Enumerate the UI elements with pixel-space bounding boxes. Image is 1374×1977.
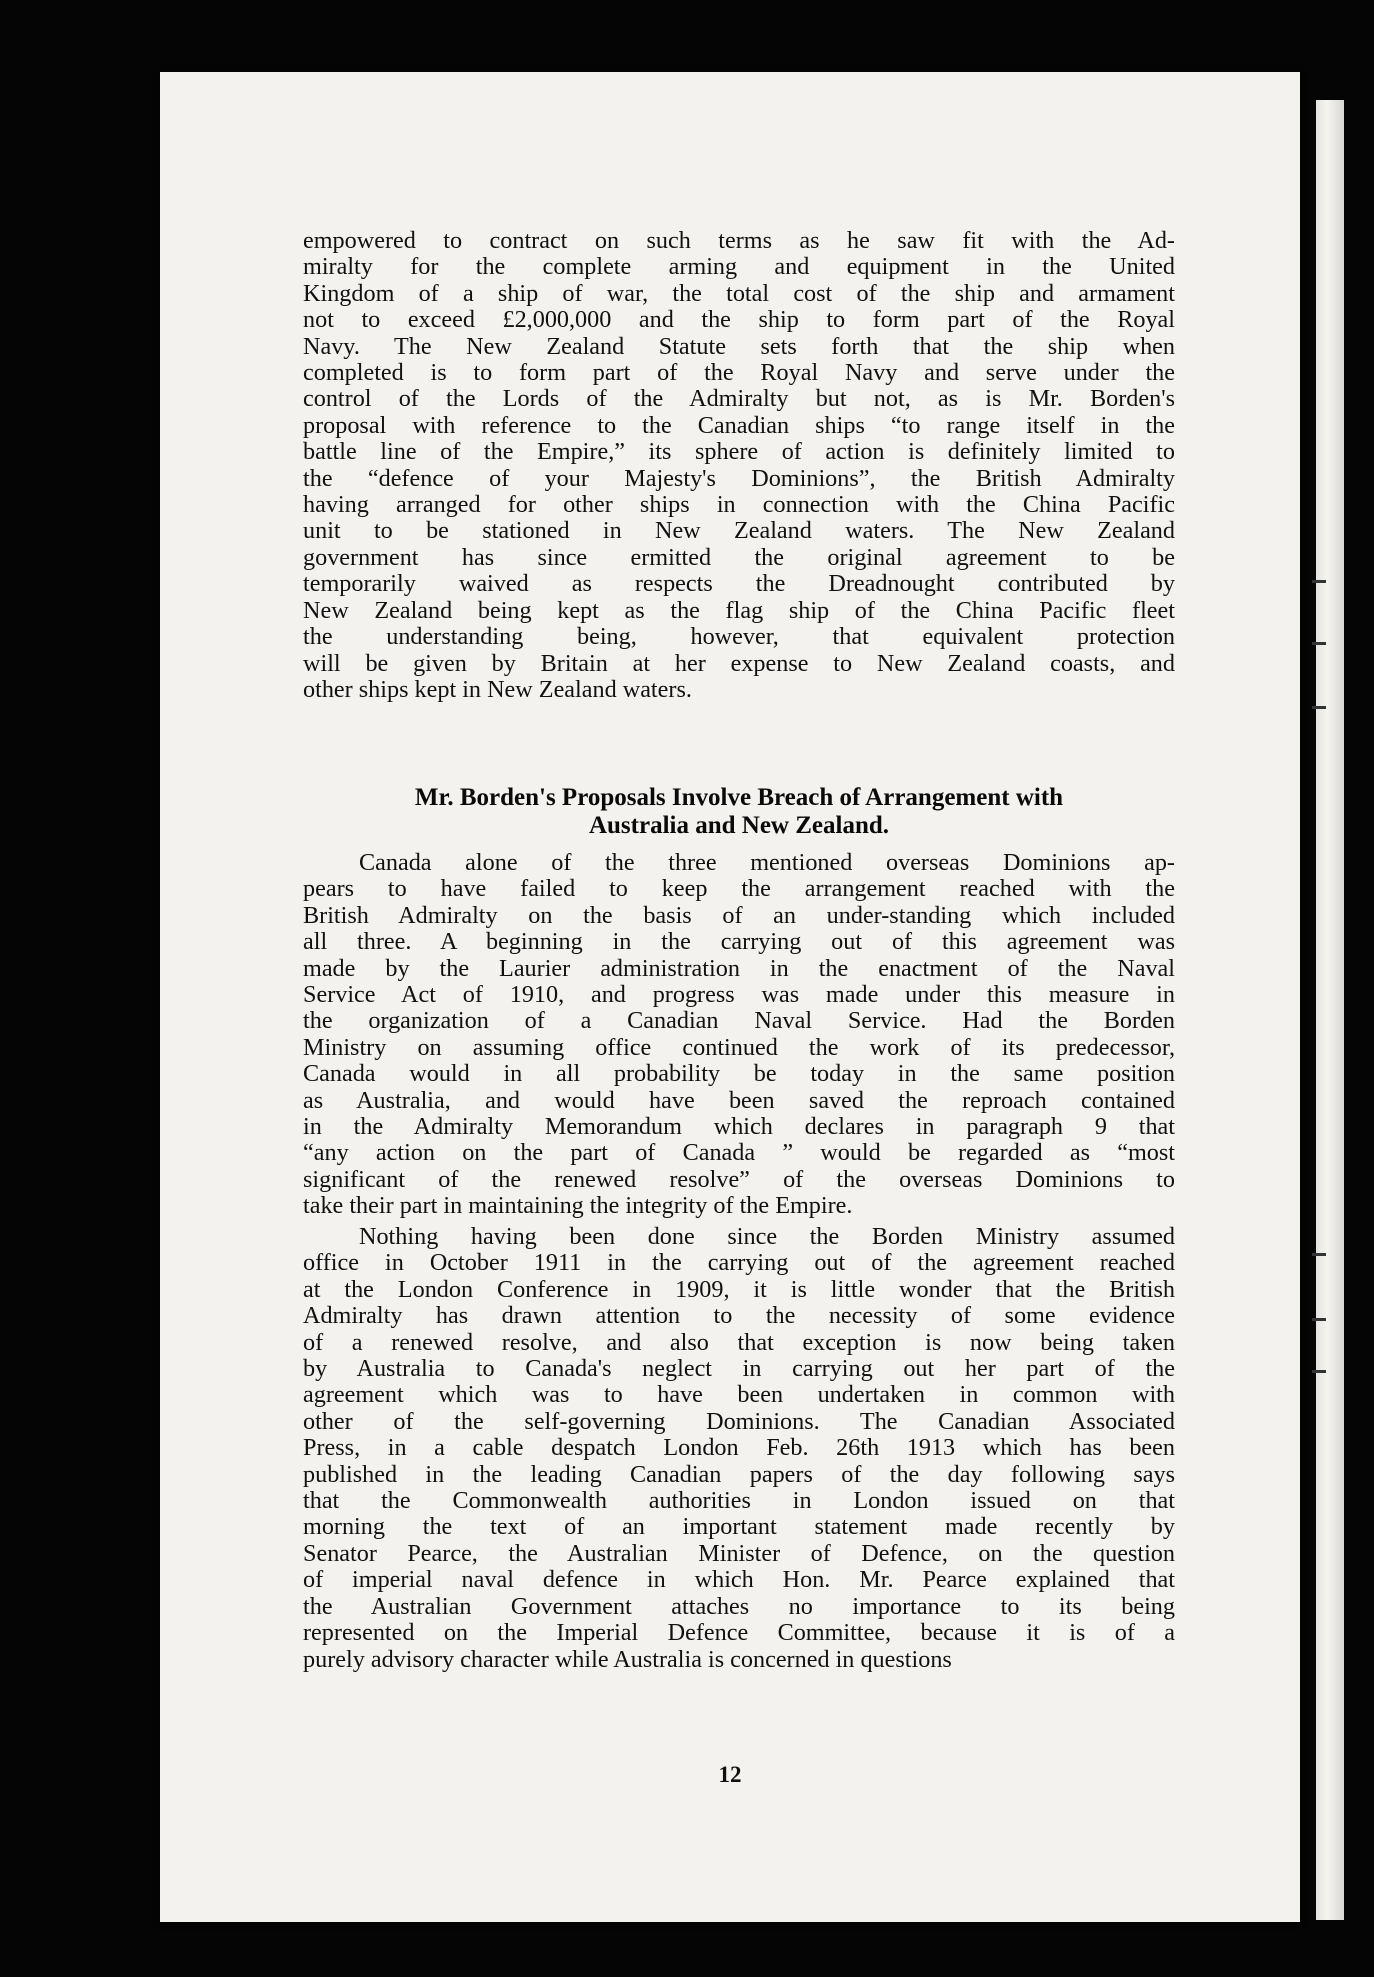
body-text-3: [303, 1224, 1175, 1673]
text-line: the Australian Government attaches no importance to its being: [303, 1592, 1175, 1620]
text-line: Navy. The New Zealand Statute sets forth that the ship when: [303, 332, 1175, 360]
text-line: Senator Pearce, the Australian Minister of Defence, on the question: [303, 1539, 1175, 1567]
text-line: battle line of the Empire,” its sphere of action is definitely limited to: [303, 438, 1175, 466]
section-heading: [303, 784, 1175, 840]
text-line: morning the text of an important statement made recently by: [303, 1513, 1175, 1541]
text-line: of a renewed resolve, and also that exception is now being taken: [303, 1328, 1175, 1356]
text-line: agreement which was to have been undertaken in common with: [303, 1381, 1175, 1409]
paragraph-2: [303, 850, 1175, 1220]
paragraph-3: [303, 1224, 1175, 1673]
heading-line-2: Australia and New Zealand.: [588, 812, 890, 839]
heading-line-1: Mr. Borden's Proposals Involve Breach of Arrangement with: [414, 784, 1064, 811]
margin-mark: [1312, 580, 1326, 583]
text-line: that the Commonwealth authorities in London issued on that: [303, 1487, 1175, 1515]
text-line: significant of the renewed resolve” of the overseas Dominions to: [303, 1165, 1175, 1193]
text-line: pears to have failed to keep the arrangement reached with the: [303, 875, 1175, 903]
text-line: completed is to form part of the Royal Navy and serve under the: [303, 359, 1175, 387]
text-line: purely advisory character while Australia is concerned in questions: [303, 1645, 952, 1673]
text-line: by Australia to Canada's neglect in carrying out her part of the: [303, 1355, 1175, 1383]
text-line: in the Admiralty Memorandum which declares in paragraph 9 that: [303, 1113, 1175, 1141]
text-line: the understanding being, however, that equivalent protection: [303, 623, 1175, 651]
text-line: of imperial naval defence in which Hon. Mr. Pearce explained that: [303, 1566, 1175, 1594]
text-line: New Zealand being kept as the flag ship of the China Pacific fleet: [303, 596, 1175, 624]
text-line: British Admiralty on the basis of an under-standing which included: [303, 901, 1175, 929]
text-line: published in the leading Canadian papers of the day following says: [303, 1460, 1175, 1488]
text-line: Kingdom of a ship of war, the total cost of the ship and armament: [303, 279, 1175, 307]
text-line: Canada would in all probability be today in the same position: [303, 1060, 1175, 1088]
text-line: will be given by Britain at her expense to New Zealand coasts, and: [303, 649, 1175, 677]
margin-mark: [1312, 1370, 1326, 1373]
text-line: other of the self-governing Dominions. The Canadian Associated: [303, 1407, 1175, 1435]
text-line: Ministry on assuming office continued the work of its predecessor,: [303, 1033, 1175, 1061]
text-line: Admiralty has drawn attention to the necessity of some evidence: [303, 1302, 1175, 1330]
text-line: miralty for the complete arming and equipment in the United: [303, 253, 1175, 281]
margin-mark: [1312, 1318, 1326, 1321]
text-line: unit to be stationed in New Zealand waters. The New Zealand: [303, 517, 1175, 545]
margin-mark: [1312, 706, 1326, 709]
text-line: Service Act of 1910, and progress was made under this measure in: [303, 981, 1175, 1009]
text-line: temporarily waived as respects the Dreadnought contributed by: [303, 570, 1175, 598]
text-line: Press, in a cable despatch London Feb. 26th 1913 which has been: [303, 1434, 1175, 1462]
margin-mark: [1312, 642, 1326, 645]
paragraph-1: [303, 228, 1175, 703]
text-line: office in October 1911 in the carrying out of the agreement reached: [303, 1249, 1175, 1277]
text-line: having arranged for other ships in connection with the China Pacific: [303, 491, 1175, 519]
text-line: all three. A beginning in the carrying out of this agreement was: [303, 928, 1175, 956]
margin-mark: [1312, 1253, 1326, 1256]
text-line: proposal with reference to the Canadian ships “to range itself in the: [303, 411, 1175, 439]
text-line: Canada alone of the three mentioned overseas Dominions ap-: [359, 849, 1175, 876]
page-number: 12: [718, 1762, 742, 1787]
text-line: Nothing having been done since the Borden Ministry assumed: [359, 1223, 1175, 1250]
text-line: represented on the Imperial Defence Committee, because it is of a: [303, 1619, 1175, 1647]
text-line: the “defence of your Majesty's Dominions”, the British Admiralty: [303, 464, 1175, 492]
text-line: as Australia, and would have been saved the reproach contained: [303, 1086, 1175, 1114]
page-edge: [1316, 100, 1344, 1920]
text-line: the organization of a Canadian Naval Service. Had the Borden: [303, 1007, 1175, 1035]
text-line: empowered to contract on such terms as he saw fit with the Ad-: [303, 227, 1175, 254]
text-line: at the London Conference in 1909, it is little wonder that the British: [303, 1275, 1175, 1303]
body-text-2: [303, 850, 1175, 1220]
text-line: not to exceed £2,000,000 and the ship to form part of the Royal: [303, 306, 1175, 334]
text-line: “any action on the part of Canada ” would be regarded as “most: [303, 1139, 1175, 1167]
text-line: other ships kept in New Zealand waters.: [303, 675, 692, 703]
body-text: [303, 228, 1175, 703]
text-line: made by the Laurier administration in the enactment of the Naval: [303, 954, 1175, 982]
text-line: government has since ermitted the original agreement to be: [303, 543, 1175, 571]
text-line: control of the Lords of the Admiralty but not, as is Mr. Borden's: [303, 385, 1175, 413]
text-line: take their part in maintaining the integrity of the Empire.: [303, 1192, 853, 1220]
